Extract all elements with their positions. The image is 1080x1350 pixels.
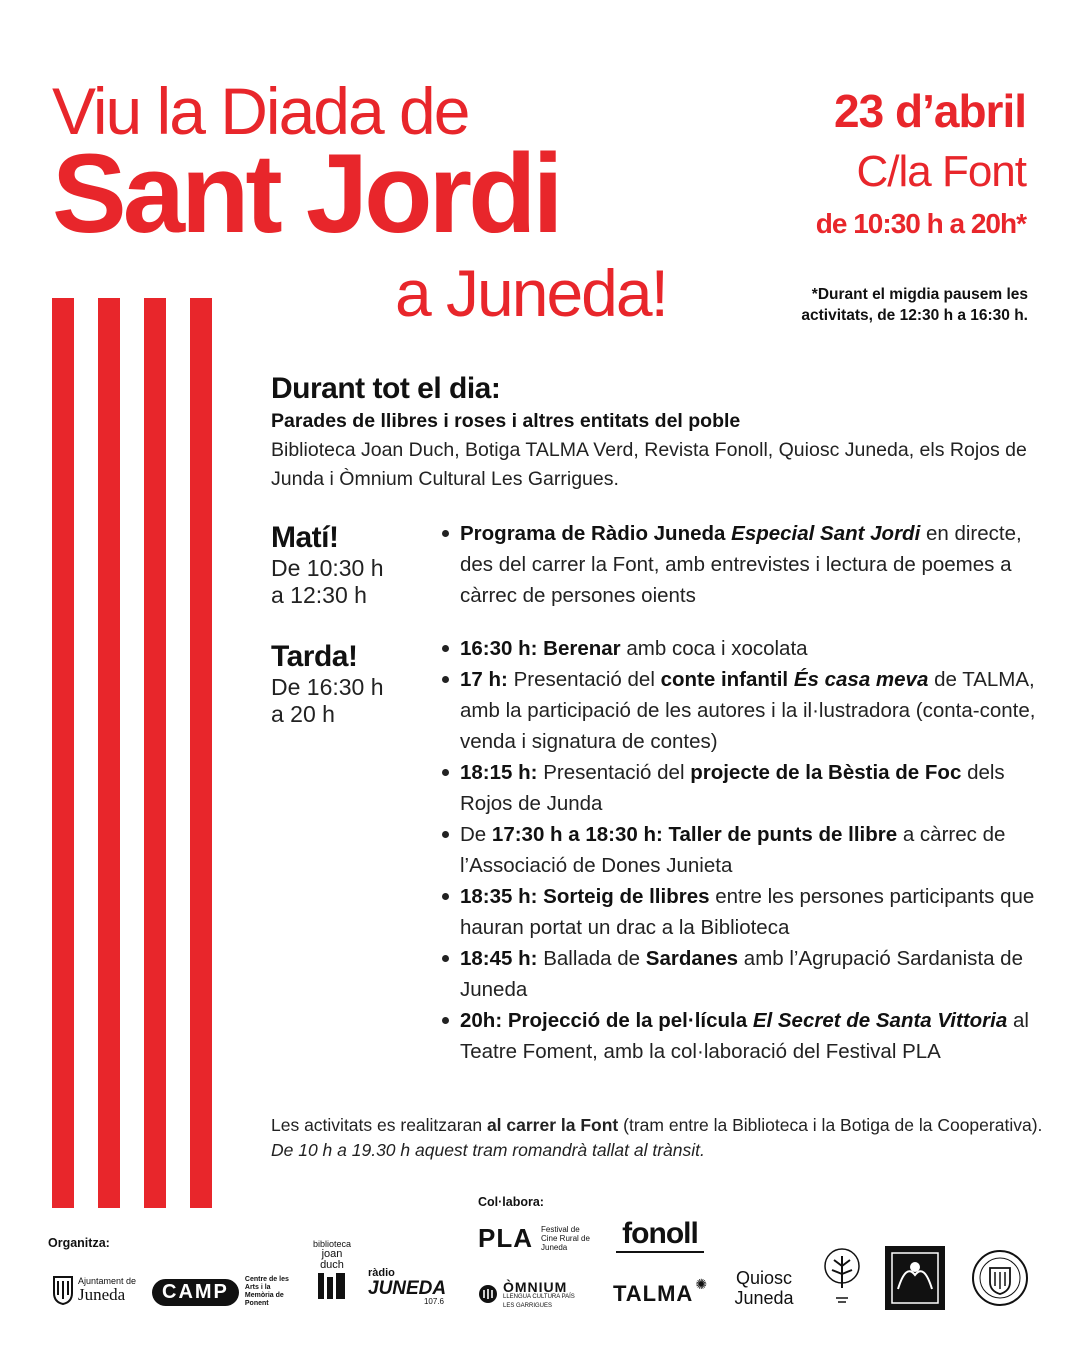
ajuntament-logo [52,1268,142,1312]
omnium-circle-icon [478,1284,498,1304]
collabora-label: Col·labora: [478,1195,544,1209]
crest-seal-logo [970,1244,1030,1312]
radio-name: JUNEDA [368,1278,447,1299]
morning-list [440,518,1040,611]
decorative-stripe [52,298,74,1208]
fonoll-wordmark: fonoll [622,1217,698,1250]
list-item: 16:30 h: Berenar amb coca i xocolata [440,633,1040,664]
fonoll-logo [614,1218,706,1254]
camp-logo [152,1276,302,1308]
event-date: 23 d’abril [834,85,1026,137]
decorative-stripe [144,298,166,1208]
decorative-stripe [190,298,212,1208]
list-item: 20h: Projecció de la pel·lícula El Secret de Santa Vittoria al Teatre Foment, amb la col·laboració del Festival PLA [440,1005,1040,1067]
ajuntament-name: Juneda [78,1285,126,1304]
list-item: 18:15 h: Presentació del projecte de la Bèstia de Foc dels Rojos de Junda [440,757,1040,819]
afternoon-title: Tarda! [271,640,358,673]
decorative-stripe [98,298,120,1208]
list-item: Programa de Ràdio Juneda Especial Sant Jordi en directe, des del carrer la Font, amb entrevistes i lectura de poemes a càrrec de persones oients [440,518,1040,611]
quiosc-juneda-text: Juneda [734,1288,794,1308]
radio-juneda-logo [368,1266,447,1308]
title-line-1: Viu la Diada de [52,74,469,148]
footer-note: Les activitats es realitzaran al carrer la Font (tram entre la Biblioteca i la Botiga de la Cooperativa). De 10 h a 19.30 h aquest tram romandrà tallat al trànsit. [271,1115,1043,1160]
crest-icon [970,1244,1030,1312]
morning-title: Matí! [271,521,339,554]
ajuntament-small-text: Ajuntament de [78,1276,137,1286]
pla-wordmark: PLA [478,1222,533,1253]
list-item: 18:45 h: Ballada de Sardanes amb l’Agrupació Sardanista de Juneda [440,943,1040,1005]
all-day-subtitle: Parades de llibres i roses i altres entitats del poble [271,410,741,432]
talma-wordmark: TALMA [612,1281,694,1306]
morning-heading [271,523,384,609]
afternoon-heading [271,642,384,728]
pla-logo [478,1222,598,1254]
talma-logo [610,1276,710,1312]
all-day-text: Biblioteca Joan Duch, Botiga TALMA Verd, Revista Fonoll, Quiosc Juneda, els Rojos de Junda i Òmnium Cultural Les Garrigues. [271,439,1027,490]
omnium-logo [478,1276,588,1312]
event-hours: de 10:30 h a 20h* [815,208,1026,239]
books-icon [316,1271,348,1301]
badge-icon [884,1245,946,1311]
all-day-title: Durant tot el dia: [271,372,501,405]
list-item: 18:35 h: Sorteig de llibres entre les persones participants que hauran portat un drac a la Biblioteca [440,881,1040,943]
biblioteca-top-text: biblioteca [312,1239,352,1249]
biblioteca-name: joan duch [320,1248,344,1271]
omnium-region: LES GARRIGUES [503,1302,553,1309]
pla-description: Festival de Cine Rural de Juneda [541,1224,590,1252]
radio-top-text: ràdio [368,1267,395,1279]
camp-wordmark: CAMP [152,1279,239,1306]
biblioteca-logo [310,1240,354,1308]
midday-note: *Durant el migdia pausem les activitats, de 12:30 h a 16:30 h. [801,286,1028,324]
camp-description: Centre de les Arts i la Memòria de Ponent [244,1276,289,1307]
list-item: De 17:30 h a 18:30 h: Taller de punts de llibre a càrrec de l’Associació de Dones Junieta [440,819,1040,881]
morning-time-2: a 12:30 h [271,582,367,608]
omnium-wordmark: ÒMNIUM [503,1278,568,1295]
sun-icon: ✺ [695,1276,708,1292]
afternoon-list [440,633,1040,1067]
title-line-3: a Juneda! [395,256,667,330]
tree-icon [820,1244,864,1312]
title-line-2: Sant Jordi [52,131,560,256]
morning-time-1: De 10:30 h [271,555,384,581]
quiosc-text: Quiosc [735,1268,793,1289]
afternoon-time-1: De 16:30 h [271,674,384,700]
list-item: 17 h: Presentació del conte infantil És casa meva de TALMA, amb la participació de les autores i la il·lustradora (conta-conte, venda i signatura de contes) [440,664,1040,757]
dark-badge-logo [884,1244,946,1312]
event-place: C/la Font [856,147,1026,196]
afternoon-time-2: a 20 h [271,701,335,727]
tree-seal-logo [820,1244,864,1312]
quiosc-juneda-logo [726,1266,802,1312]
fonoll-underline [616,1251,704,1253]
omnium-subtitle: LLENGUA CULTURA PAÍS [503,1293,575,1300]
radio-frequency: 107.6 [423,1297,444,1306]
organitza-label: Organitza: [48,1236,110,1250]
shield-icon [52,1275,74,1305]
